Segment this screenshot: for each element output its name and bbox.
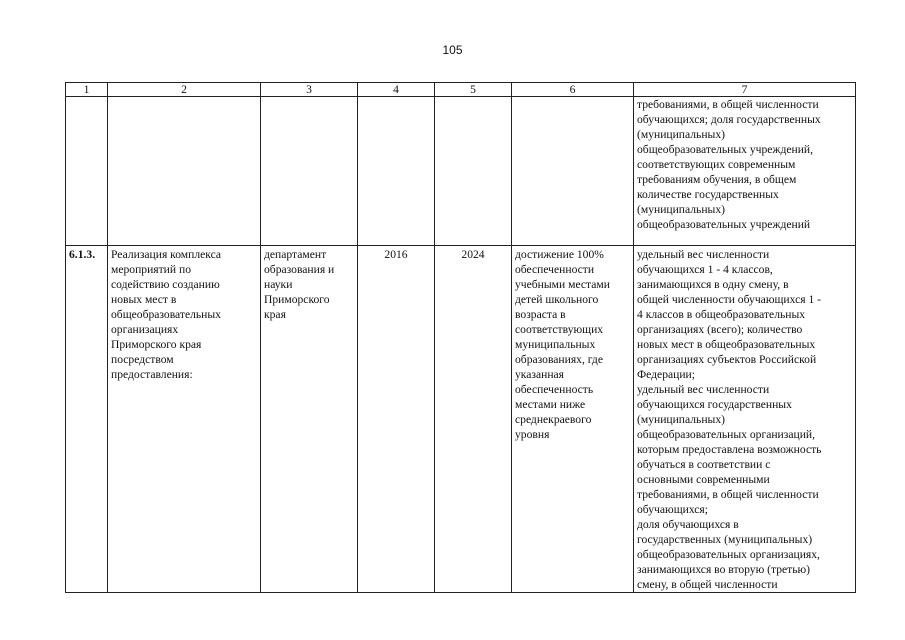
activity-number: 6.1.3. [66,246,108,593]
text-line: обеспеченность [515,383,594,396]
empty-cell [261,97,358,246]
column-number: 2 [108,83,261,97]
text-line: организациях [111,323,179,336]
text-line: основными современными [637,473,770,486]
text-line: достижение 100% [515,248,604,261]
text-line: удельный вес численности [637,248,770,261]
start-year-cell: 2016 [358,246,435,593]
text-line: возраста в [515,308,566,321]
text-line: местами ниже [515,398,586,411]
text-line: соответствующих современным [637,158,796,171]
text-line: образованиях, где [515,353,603,366]
end-year-cell: 2024 [435,246,512,593]
empty-cell [108,97,261,246]
text-line: обучающихся; доля государственных [637,113,821,126]
column-number: 3 [261,83,358,97]
text-line: среднекраевого [515,413,592,426]
text-line: общеобразовательных [111,308,221,321]
indicators-cell [634,246,856,593]
text-line: количестве государственных [637,188,779,201]
text-line: департамент [264,248,327,261]
text-line: обучаться в соответствии с [637,458,771,471]
text-line: детей школьного [515,293,599,306]
text-line: посредством [111,353,174,366]
text-line: новых мест в общеобразовательных [637,338,816,351]
text-line: общеобразовательных организаций, [637,428,815,441]
text-line: требованиями, в общей численности [637,488,819,501]
text-line: обучающихся государственных [637,398,792,411]
text-line: занимающихся в одну смену, в [637,278,789,291]
text-line: края [264,308,286,321]
text-line: науки [264,278,293,291]
text-line: соответствующих [515,323,604,336]
text-line: смену, в общей численности [637,578,778,591]
text-line: общеобразовательных учреждений, [637,143,813,156]
column-number: 5 [435,83,512,97]
text-line: (муниципальных) [637,413,725,426]
text-line: требованиями, в общей численности [637,98,819,111]
text-line: предоставления: [111,368,193,381]
text-line: указанная [515,368,565,381]
table-row [66,246,856,593]
text-line: (муниципальных) [637,203,725,216]
text-line: общеобразовательных учреждений [637,218,811,231]
text-line: организациях (всего); количество [637,323,803,336]
text-line: уровня [515,428,550,441]
text-line: новых мест в [111,293,177,306]
executor-cell [261,246,358,593]
expected-result-cell [512,246,634,593]
text-line: мероприятий по [111,263,191,276]
activity-name-cell [108,246,261,593]
text-line: организациях субъектов Российской [637,353,817,366]
indicators-cell [634,97,856,246]
text-line: Приморского [264,293,330,306]
empty-cell [358,97,435,246]
text-line: занимающихся во вторую (третью) [637,563,811,576]
text-line: удельный вес численности [637,383,770,396]
empty-cell [435,97,512,246]
column-number: 4 [358,83,435,97]
empty-cell [512,97,634,246]
text-line: общеобразовательных организациях, [637,548,820,561]
text-line: государственных (муниципальных) [637,533,813,546]
text-line: Федерации; [637,368,695,381]
empty-cell [66,97,108,246]
text-line: общей численности обучающихся 1 - [637,293,822,306]
text-line: которым предоставлена возможность [637,443,822,456]
text-line: доля обучающихся в [637,518,739,531]
column-number: 1 [66,83,108,97]
text-line: Приморского края [111,338,202,351]
page-number: 105 [442,43,463,57]
program-activities-table [65,82,856,593]
text-line: обучающихся; [637,503,708,516]
text-line: Реализация комплекса [111,248,222,261]
table-row [66,97,856,246]
text-line: образования и [264,263,335,276]
text-line: муниципальных [515,338,596,351]
text-line: 4 классов в общеобразовательных [637,308,806,321]
column-number: 6 [512,83,634,97]
column-numbers-row [66,83,856,97]
text-line: обеспеченности [515,263,595,276]
text-line: (муниципальных) [637,128,725,141]
text-line: содействию созданию [111,278,220,291]
text-line: учебными местами [515,278,610,291]
column-number: 7 [634,83,856,97]
text-line: требованиям обучения, в общем [637,173,797,186]
text-line: обучающихся 1 - 4 классов, [637,263,773,276]
